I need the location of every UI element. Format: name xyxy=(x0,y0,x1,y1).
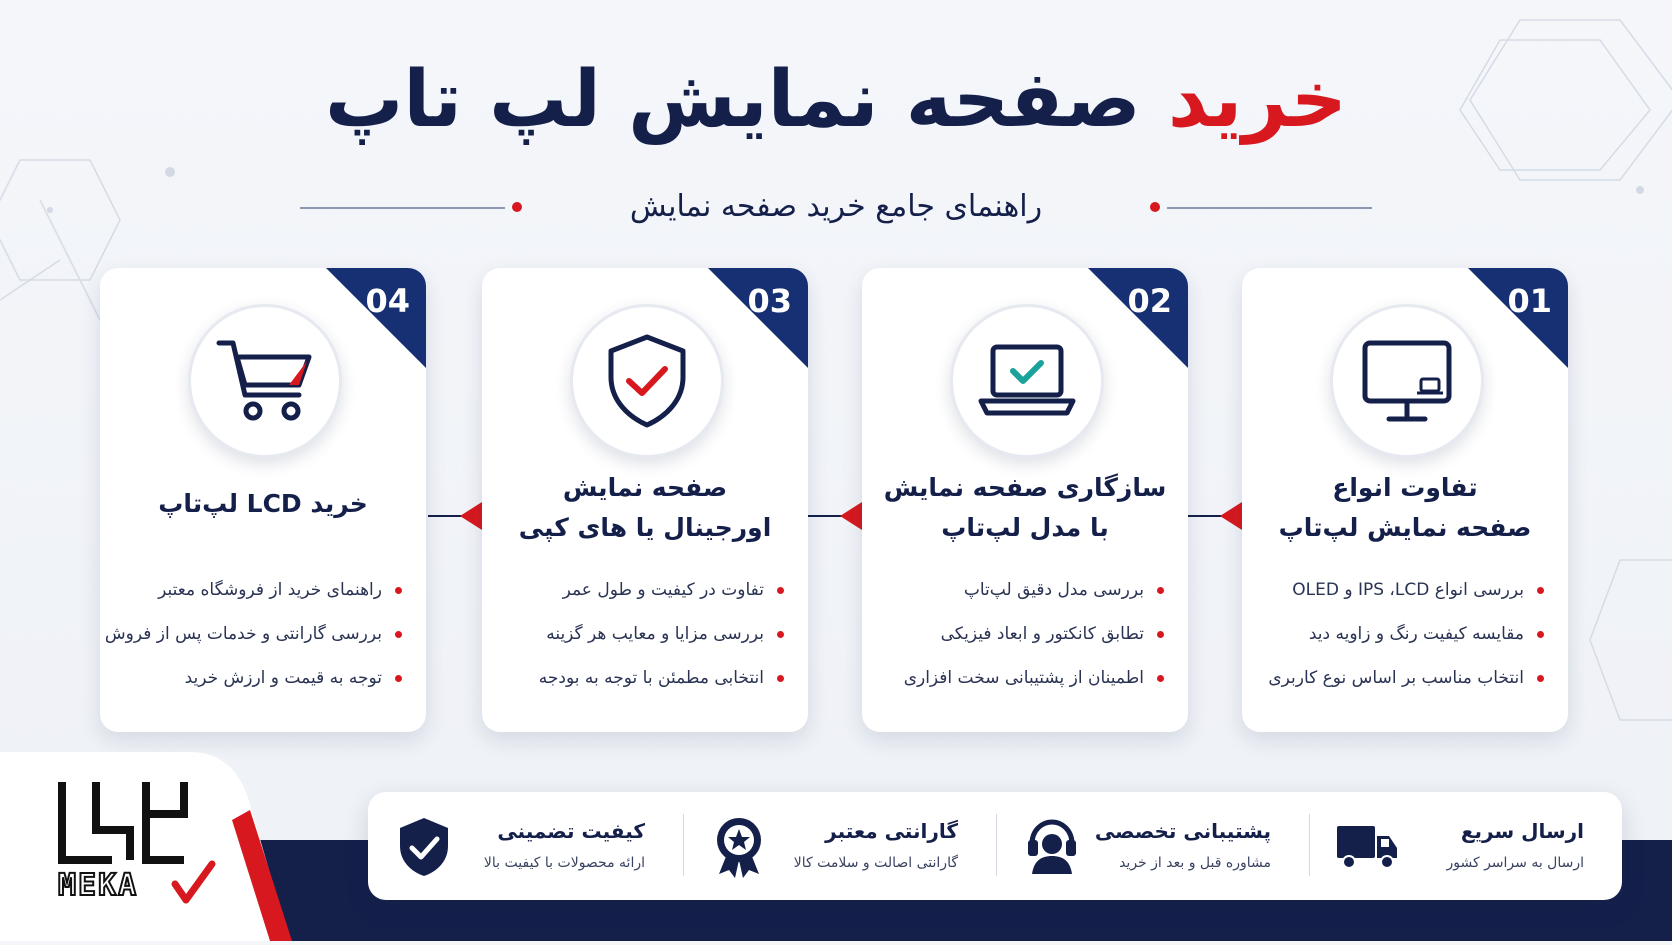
card-title xyxy=(492,468,798,548)
headset-support-icon xyxy=(1022,816,1082,876)
logo xyxy=(0,752,300,941)
card-list xyxy=(880,568,1168,700)
feature-text xyxy=(758,816,958,876)
card-list xyxy=(104,568,406,700)
logo-text: MEKA xyxy=(58,868,139,903)
feature-divider xyxy=(1309,814,1310,876)
title-accent: خرید xyxy=(1167,55,1347,145)
feature-subtitle: مشاوره قبل و بعد از خرید xyxy=(1119,855,1271,871)
list-item: بررسی مزایا و معایب هر گزینه xyxy=(500,612,788,656)
card-title-line: سازگاری صفحه نمایش xyxy=(883,473,1167,502)
list-item: تفاوت در کیفیت و طول عمر xyxy=(500,568,788,612)
card-icon-circle xyxy=(950,304,1104,458)
feature-title: پشتیبانی تخصصی xyxy=(1094,819,1271,843)
feature-title: گارانتی معتبر xyxy=(825,819,958,843)
list-item: تطابق کانکتور و ابعاد فیزیکی xyxy=(880,612,1168,656)
feature-quality xyxy=(370,792,683,900)
card-title-line: خرید LCD لپ‌تاپ xyxy=(158,489,368,518)
subtitle-divider-left xyxy=(300,207,505,209)
card-compatibility xyxy=(862,268,1188,732)
card-title-line: اورجینال یا های کپی xyxy=(518,513,772,542)
list-item: توجه به قیمت و ارزش خرید xyxy=(118,656,406,700)
card-icon-circle xyxy=(570,304,724,458)
page-title xyxy=(0,40,1672,160)
card-title xyxy=(872,468,1178,548)
card-icon-circle xyxy=(188,304,342,458)
logo-graphic xyxy=(0,752,300,941)
card-number: 03 xyxy=(747,282,792,320)
shopping-cart-icon xyxy=(215,331,315,431)
card-list xyxy=(500,568,788,700)
card-title-line: صفحه نمایش xyxy=(562,473,728,502)
card-number: 04 xyxy=(365,282,410,320)
feature-title: کیفیت تضمینی xyxy=(497,819,645,843)
page-subtitle: راهنمای جامع خرید صفحه نمایش xyxy=(629,189,1043,224)
badge-star-icon xyxy=(709,816,769,878)
shield-check-icon xyxy=(597,331,697,431)
card-title-line: صفحه نمایش لپ‌تاپ xyxy=(1278,513,1532,542)
list-item: مقایسه کیفیت رنگ و زاویه دید xyxy=(1260,612,1548,656)
card-title-line: تفاوت انواع xyxy=(1332,473,1478,502)
feature-text xyxy=(445,816,645,876)
feature-fast-shipping xyxy=(1309,792,1622,900)
connector-arrow xyxy=(460,502,482,530)
list-item: بررسی مدل دقیق لپ‌تاپ xyxy=(880,568,1168,612)
card-number: 01 xyxy=(1507,282,1552,320)
feature-support xyxy=(996,792,1309,900)
connector-arrow xyxy=(1220,502,1242,530)
feature-subtitle: ارسال به سراسر کشور xyxy=(1446,855,1584,871)
card-number: 02 xyxy=(1127,282,1172,320)
list-item: انتخابی مطمئن با توجه به بودجه xyxy=(500,656,788,700)
feature-divider xyxy=(996,814,997,876)
card-list xyxy=(1260,568,1548,700)
card-buy-lcd xyxy=(100,268,426,732)
feature-text xyxy=(1071,816,1271,876)
feature-divider xyxy=(683,814,684,876)
card-original-vs-copy xyxy=(482,268,808,732)
card-title-line: با مدل لپ‌تاپ xyxy=(941,513,1109,542)
subtitle-dot-right xyxy=(1150,202,1160,212)
title-main: صفحه نمایش لپ تاپ xyxy=(325,55,1141,145)
list-item: بررسی انواع IPS ،LCD و OLED xyxy=(1260,568,1548,612)
list-item: بررسی گارانتی و خدمات پس از فروش xyxy=(118,612,406,656)
truck-icon xyxy=(1335,816,1399,876)
feature-warranty xyxy=(683,792,996,900)
subtitle-row xyxy=(300,182,1372,232)
feature-subtitle: گارانتی اصالت و سلامت کالا xyxy=(793,855,958,871)
card-icon-circle xyxy=(1330,304,1484,458)
feature-title: ارسال سریع xyxy=(1460,819,1584,843)
features-bar xyxy=(368,792,1622,900)
laptop-check-icon xyxy=(977,331,1077,431)
card-title xyxy=(110,484,416,524)
monitor-icon xyxy=(1357,331,1457,431)
shield-check-icon xyxy=(396,816,452,878)
feature-text xyxy=(1384,816,1584,876)
connector-arrow xyxy=(840,502,862,530)
card-title xyxy=(1252,468,1558,548)
list-item: انتخاب مناسب بر اساس نوع کاربری xyxy=(1260,656,1548,700)
list-item: اطمینان از پشتیبانی سخت افزاری xyxy=(880,656,1168,700)
feature-subtitle: ارائه محصولات با کیفیت بالا xyxy=(483,855,645,871)
list-item: راهنمای خرید از فروشگاه معتبر xyxy=(118,568,406,612)
card-display-types xyxy=(1242,268,1568,732)
subtitle-divider-right xyxy=(1167,207,1372,209)
